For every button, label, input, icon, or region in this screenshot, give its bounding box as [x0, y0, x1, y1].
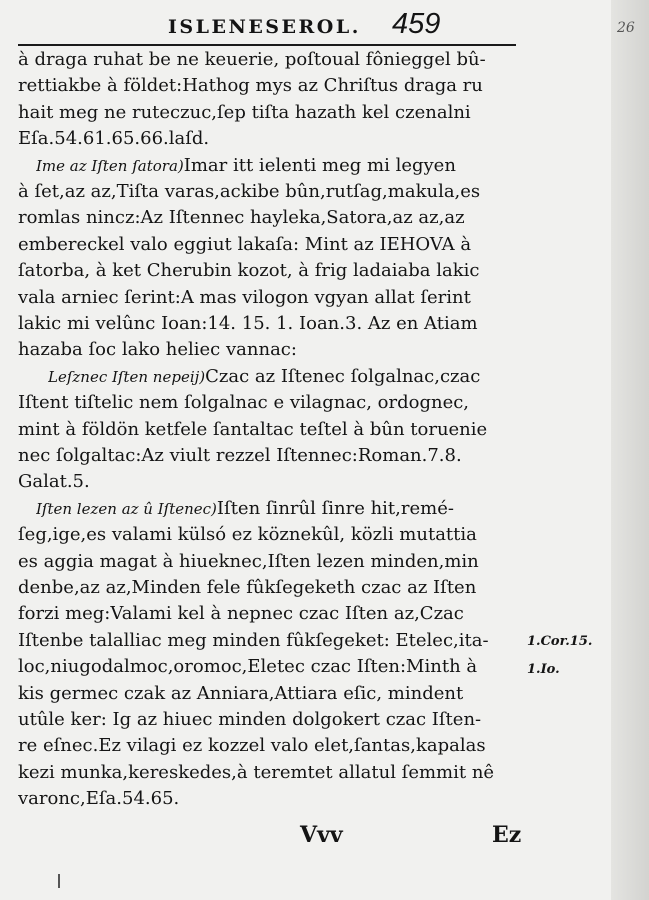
text-line: loc,niugodalmoc,oromoc,Eletec czac Iſten:Minth à — [18, 656, 478, 678]
margin-note-2: 1.Io. — [527, 662, 560, 677]
text-line: hait meg ne ruteczuc,ſep tiſta hazath kel czenalni — [18, 101, 471, 123]
text-line: Galat.5. — [18, 471, 90, 493]
page-number: 459 — [392, 8, 441, 40]
text-line — [36, 495, 546, 523]
marginal-heading: Leſznec Iſten nepeij) — [48, 367, 206, 386]
text-line: ſeg,ige,es valami külsó ez köznekûl, közli mutattia — [18, 524, 477, 546]
line-text: Czac az Iſtenec ſolgalnac,czac — [205, 365, 481, 387]
facing-page-edge — [611, 0, 649, 900]
text-line: embereckel valo eggiut lakaſa: Mint az IEHOVA à — [18, 233, 472, 255]
text-line: romlas nincz:Az Iſtennec hayleka,Satora,az az,az — [18, 207, 465, 229]
text-line: rettiakbe à földet:Hathog mys az Chriſtus draga ru — [18, 75, 483, 97]
text-line: kis germec czak az Anniara,Attiara eſic, mindent — [18, 682, 464, 704]
text-line: re eſnec.Ez vilagi ez kozzel valo elet,ſantas,kapalas — [18, 735, 486, 757]
running-title: ISLENESEROL. — [168, 16, 361, 38]
signature-mark: Vvv — [300, 822, 343, 848]
catchword: Ez — [492, 822, 522, 848]
marginal-heading: Ime az Iſten ſatora) — [36, 156, 184, 175]
text-line: à ſet,az az,Tiſta varas,ackibe bûn,rutſag,makula,es — [18, 181, 481, 202]
text-line: kezi munka,kereskedes,à teremtet allatul ſemmit nê — [18, 761, 495, 783]
text-line: Iſtent tiſtelic nem ſolgalnac e vilagnac, ordognec, — [18, 392, 470, 414]
edge-fragment: 26 — [617, 20, 635, 36]
text-line: à draga ruhat be ne keuerie, poſtoual fônieggel bû- — [18, 49, 486, 70]
text-line: forzi meg:Valami kel à nepnec czac Iſten az,Czac — [18, 603, 464, 625]
line-text: Iſten ſinrûl ſinre hit,remé- — [216, 497, 454, 519]
text-line: Eſa.54.61.65.66.laſd. — [18, 128, 210, 150]
marginal-heading: Iſten lezen az û Iſtenec) — [36, 499, 217, 518]
text-line — [36, 152, 546, 180]
text-line — [48, 363, 558, 391]
text-line: ſatorba, à ket Cherubin kozot, à frig ladaiaba lakic — [18, 260, 480, 282]
text-line: hazaba ſoc lako heliec vannac: — [18, 339, 297, 361]
text-line: es aggia magat à hiueknec,Iſten lezen minden,min — [18, 550, 479, 572]
margin-note-1: 1.Cor.15. — [527, 634, 593, 649]
text-line: mint à földön ketfele ſantaltac teſtel à bûn toruenie — [18, 418, 488, 440]
text-line: vala arniec ſerint:A mas vilogon vgyan allat ſerint — [18, 286, 471, 308]
text-line: denbe,az az,Minden fele fûkſegeketh czac az Iſten — [18, 577, 477, 598]
line-text: Imar itt ielenti meg mi legyen — [183, 154, 456, 176]
page-header — [0, 6, 649, 44]
margin-tick — [58, 874, 60, 888]
text-line: Iſtenbe talalliac meg minden fûkſegeket: Etelec,ita- — [18, 629, 489, 651]
text-line: lakic mi velûnc Ioan:14. 15. 1. Ioan.3. Az en Atiam — [18, 313, 478, 334]
text-line: nec ſolgaltac:Az viult rezzel Iſtennec:Roman.7.8. — [18, 445, 462, 466]
text-line: utûle ker: Ig az hiuec minden dolgokert czac Iſten- — [18, 709, 482, 730]
text-line: varonc,Eſa.54.65. — [18, 788, 180, 810]
